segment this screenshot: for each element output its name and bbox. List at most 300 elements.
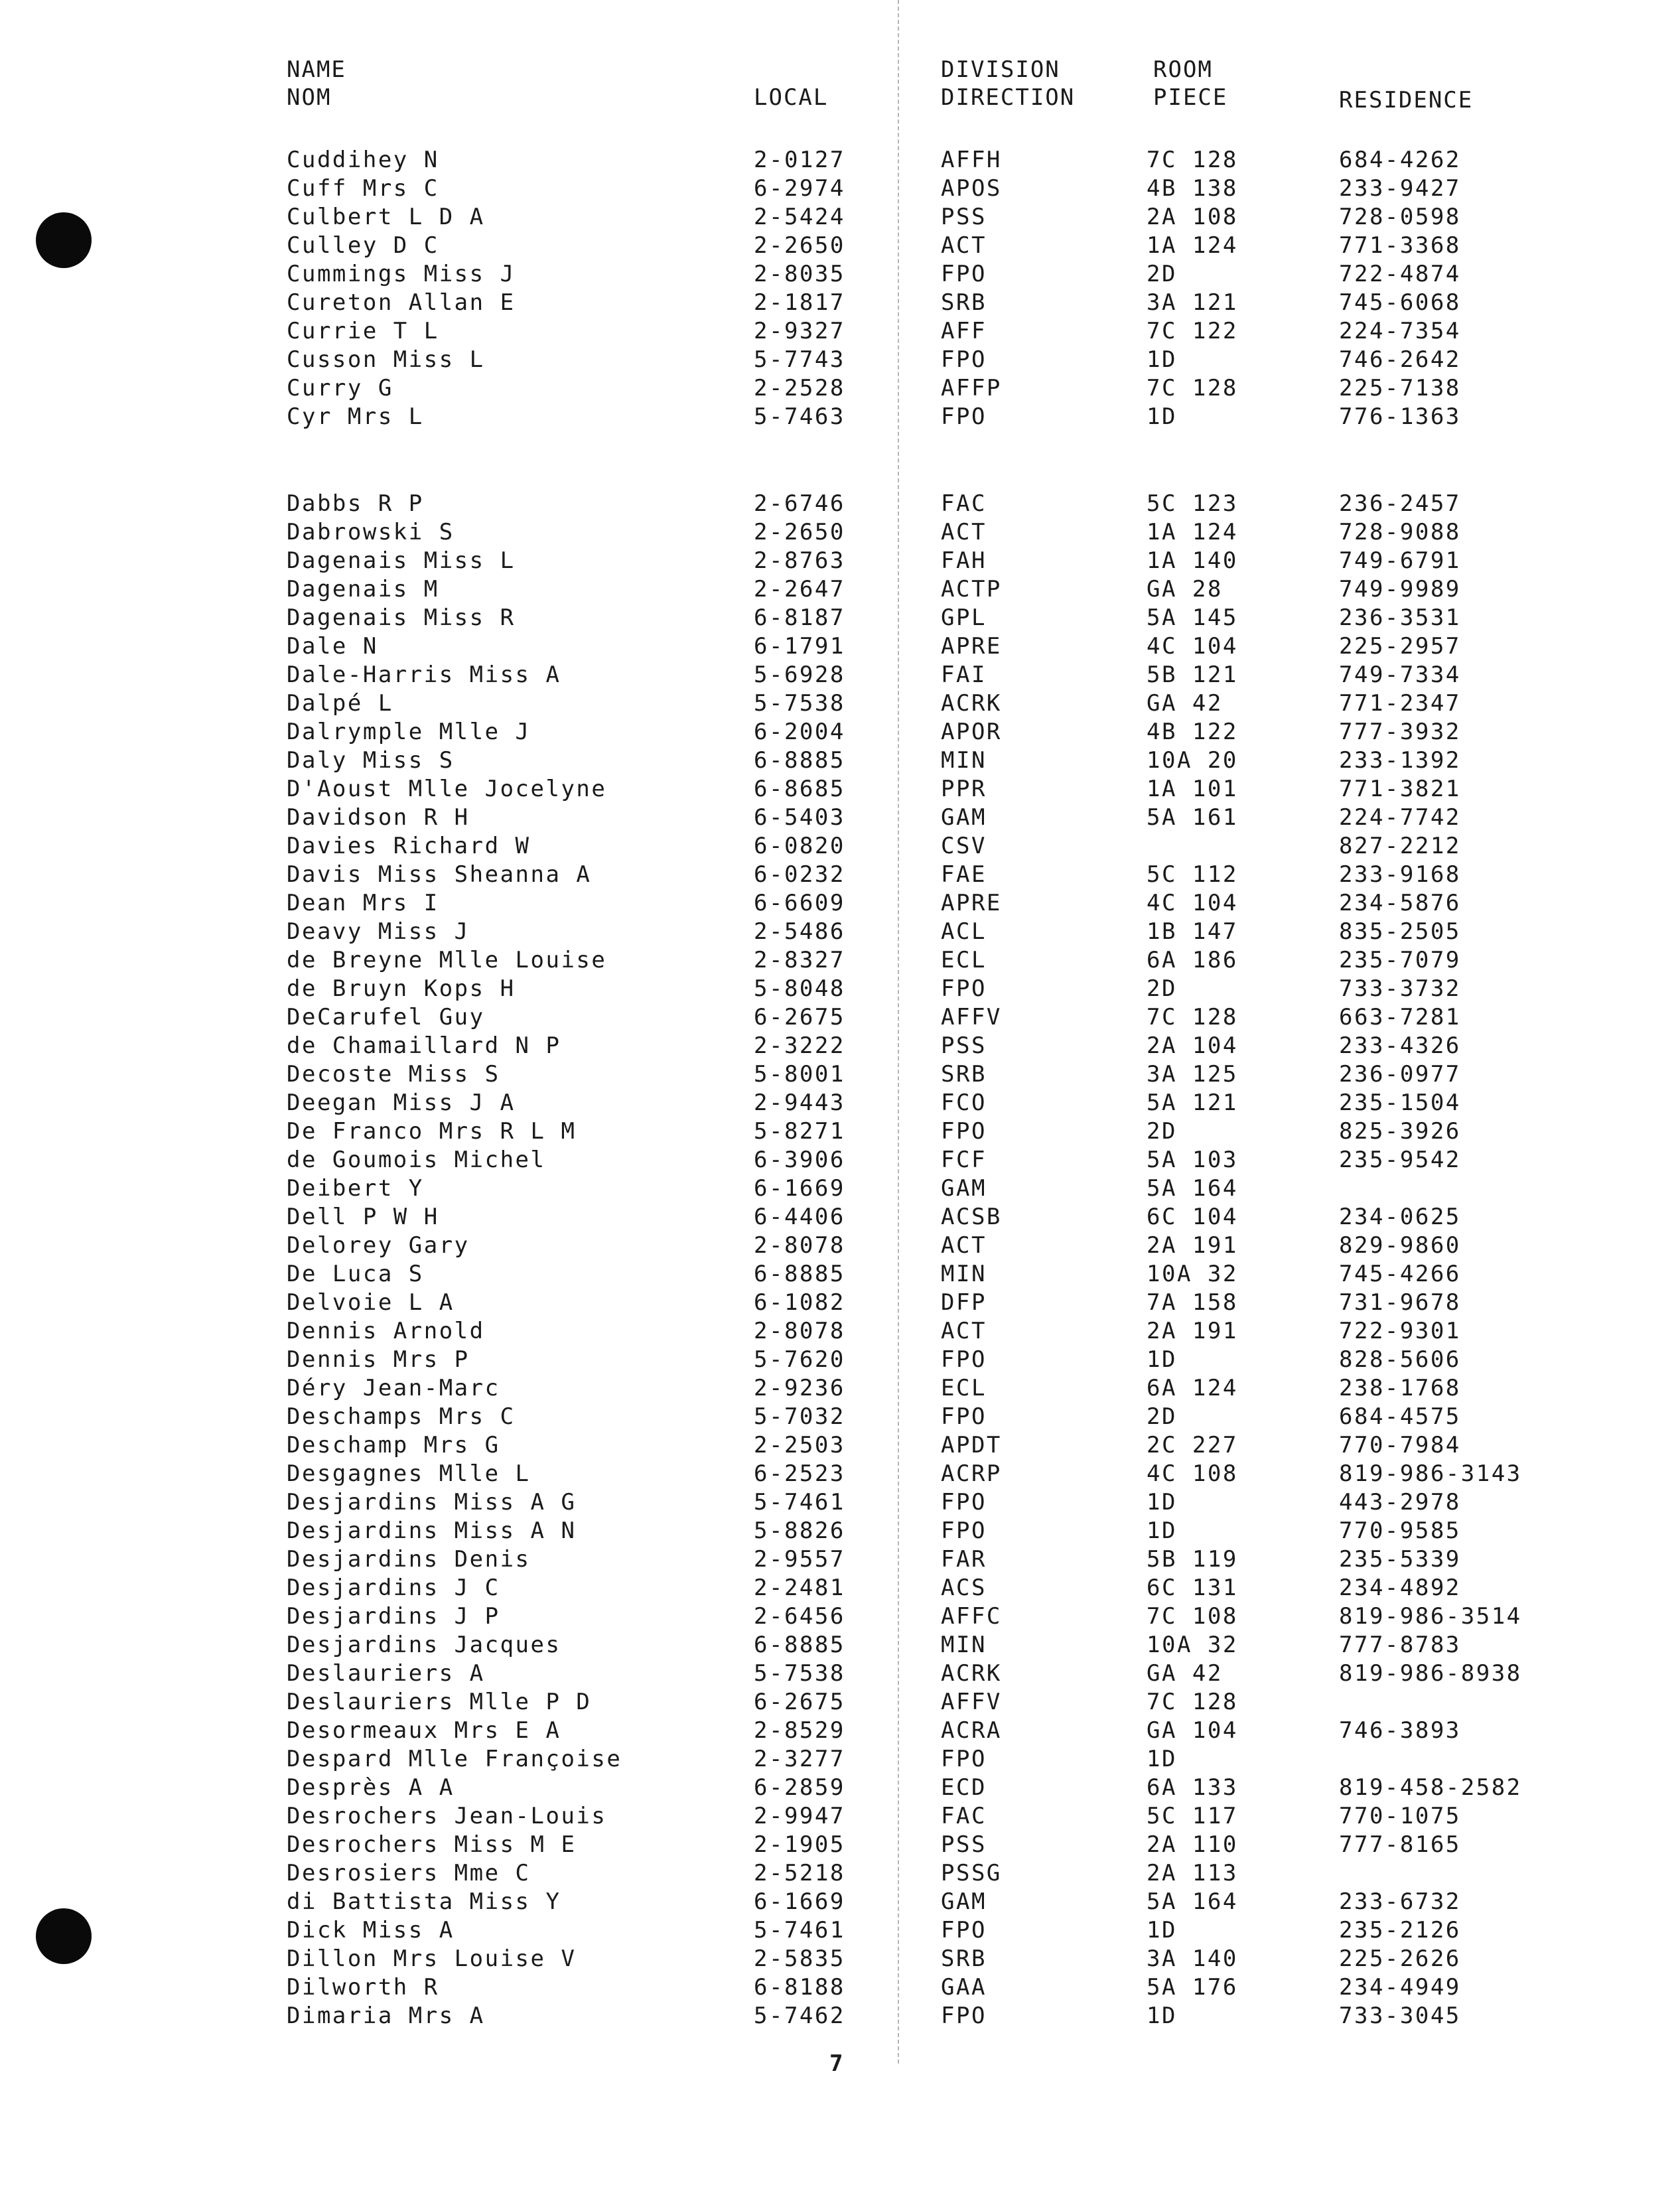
- cell-residence: 777-8165: [1339, 1831, 1461, 1858]
- header-division: DIVISION DIRECTION: [941, 56, 1076, 111]
- cell-name: Desjardins Miss A G: [287, 1489, 577, 1516]
- cell-name: Dagenais M: [287, 576, 439, 602]
- cell-name: Dimaria Mrs A: [287, 2003, 485, 2029]
- table-row: [0, 403, 1680, 431]
- cell-name: Dennis Mrs P: [287, 1346, 470, 1373]
- cell-local: 2-3222: [754, 1032, 845, 1059]
- cell-name: De Franco Mrs R L M: [287, 1118, 577, 1145]
- cell-division: FAC: [941, 490, 987, 517]
- table-row: [0, 946, 1680, 975]
- cell-division: PSSG: [941, 1860, 1002, 1886]
- cell-room: 6A 186: [1147, 947, 1238, 973]
- cell-residence: 684-4262: [1339, 147, 1461, 173]
- cell-name: Deslauriers A: [287, 1660, 485, 1687]
- cell-local: 6-1669: [754, 1175, 845, 1202]
- table-row: [0, 1774, 1680, 1802]
- cell-name: Currie T L: [287, 318, 439, 344]
- cell-name: de Chamaillard N P: [287, 1032, 561, 1059]
- cell-room: 7C 122: [1147, 318, 1238, 344]
- table-row: [0, 490, 1680, 518]
- cell-room: 10A 32: [1147, 1632, 1238, 1658]
- cell-residence: 728-9088: [1339, 519, 1461, 545]
- header-residence: RESIDENCE: [1339, 87, 1474, 113]
- cell-residence: 235-9542: [1339, 1147, 1461, 1173]
- table-row: [0, 317, 1680, 346]
- table-row: [0, 1831, 1680, 1859]
- cell-division: SRB: [941, 1945, 987, 1972]
- table-row: [0, 547, 1680, 575]
- cell-room: 1A 101: [1147, 776, 1238, 802]
- cell-name: Davies Richard W: [287, 833, 531, 859]
- cell-division: PSS: [941, 1032, 987, 1059]
- cell-room: 1D: [1147, 1489, 1177, 1516]
- header-name: NAME NOM: [287, 56, 346, 111]
- cell-local: 2-2503: [754, 1432, 845, 1458]
- cell-residence: 745-4266: [1339, 1261, 1461, 1287]
- cell-name: Deavy Miss J: [287, 918, 470, 945]
- cell-division: APOR: [941, 719, 1002, 745]
- cell-local: 6-2004: [754, 719, 845, 745]
- cell-residence: 728-0598: [1339, 204, 1461, 230]
- header-room: ROOM PIECE: [1153, 56, 1228, 111]
- cell-room: 7C 128: [1147, 1004, 1238, 1030]
- cell-name: Desjardins Denis: [287, 1546, 531, 1573]
- table-row: [0, 346, 1680, 374]
- cell-division: FCF: [941, 1147, 987, 1173]
- cell-room: 4C 104: [1147, 890, 1238, 916]
- table-row: [0, 1888, 1680, 1916]
- cell-name: de Goumois Michel: [287, 1147, 546, 1173]
- cell-room: 2D: [1147, 1118, 1177, 1145]
- cell-room: 5A 161: [1147, 804, 1238, 831]
- cell-local: 6-2523: [754, 1460, 845, 1487]
- cell-residence: 731-9678: [1339, 1289, 1461, 1316]
- table-row: [0, 1574, 1680, 1602]
- cell-division: FPO: [941, 346, 987, 373]
- cell-room: 1A 124: [1147, 519, 1238, 545]
- cell-local: 6-0820: [754, 833, 845, 859]
- cell-local: 5-7743: [754, 346, 845, 373]
- cell-division: DFP: [941, 1289, 987, 1316]
- table-row: [0, 1089, 1680, 1117]
- cell-local: 2-5424: [754, 204, 845, 230]
- cell-residence: 825-3926: [1339, 1118, 1461, 1145]
- cell-local: 5-6928: [754, 662, 845, 688]
- cell-name: Desrochers Miss M E: [287, 1831, 577, 1858]
- table-row: [0, 689, 1680, 718]
- table-row: [0, 1289, 1680, 1317]
- table-row: [0, 775, 1680, 804]
- cell-residence: 663-7281: [1339, 1004, 1461, 1030]
- cell-room: 2A 113: [1147, 1860, 1238, 1886]
- cell-room: 2A 110: [1147, 1831, 1238, 1858]
- cell-division: FAR: [941, 1546, 987, 1573]
- cell-division: FPO: [941, 1518, 987, 1544]
- cell-division: FPO: [941, 1346, 987, 1373]
- table-row: [0, 718, 1680, 746]
- cell-division: FPO: [941, 1403, 987, 1430]
- cell-local: 2-2647: [754, 576, 845, 602]
- cell-residence: 235-1504: [1339, 1090, 1461, 1116]
- table-row: [0, 1945, 1680, 1973]
- cell-local: 2-1817: [754, 289, 845, 316]
- cell-local: 2-0127: [754, 147, 845, 173]
- cell-local: 5-8048: [754, 975, 845, 1002]
- cell-room: GA 104: [1147, 1717, 1238, 1744]
- cell-division: ECL: [941, 1375, 987, 1401]
- cell-name: Cusson Miss L: [287, 346, 485, 373]
- cell-division: MIN: [941, 1261, 987, 1287]
- cell-residence: 827-2212: [1339, 833, 1461, 859]
- cell-name: di Battista Miss Y: [287, 1888, 561, 1915]
- cell-local: 2-2650: [754, 519, 845, 545]
- cell-residence: 771-3368: [1339, 232, 1461, 259]
- cell-room: 3A 121: [1147, 289, 1238, 316]
- cell-room: 7C 108: [1147, 1603, 1238, 1630]
- cell-local: 6-8885: [754, 1632, 845, 1658]
- cell-division: ECD: [941, 1774, 987, 1801]
- cell-division: FPO: [941, 1118, 987, 1145]
- table-row: [0, 146, 1680, 175]
- cell-division: GAA: [941, 1974, 987, 2001]
- cell-residence: 819-458-2582: [1339, 1774, 1522, 1801]
- cell-name: Dalrymple Mlle J: [287, 719, 531, 745]
- cell-local: 2-8763: [754, 547, 845, 574]
- cell-name: Dagenais Miss L: [287, 547, 516, 574]
- cell-room: 7C 128: [1147, 1689, 1238, 1715]
- cell-room: 10A 32: [1147, 1261, 1238, 1287]
- table-row: [0, 1374, 1680, 1403]
- cell-local: 5-7620: [754, 1346, 845, 1373]
- cell-local: 2-9443: [754, 1090, 845, 1116]
- table-row: [0, 1717, 1680, 1745]
- cell-room: 5B 121: [1147, 662, 1238, 688]
- cell-name: Dennis Arnold: [287, 1318, 485, 1344]
- cell-name: Desjardins J C: [287, 1575, 500, 1601]
- cell-division: FPO: [941, 1917, 987, 1943]
- cell-name: Dagenais Miss R: [287, 604, 516, 631]
- page-number: 7: [829, 2050, 843, 2077]
- cell-name: Culbert L D A: [287, 204, 485, 230]
- cell-residence: 770-1075: [1339, 1803, 1461, 1829]
- table-row: [0, 1659, 1680, 1688]
- cell-room: 7C 128: [1147, 147, 1238, 173]
- table-row: [0, 374, 1680, 403]
- table-row: [0, 1602, 1680, 1631]
- cell-name: Cuddihey N: [287, 147, 439, 173]
- cell-residence: 746-2642: [1339, 346, 1461, 373]
- cell-residence: 733-3045: [1339, 2003, 1461, 2029]
- cell-division: ACSB: [941, 1204, 1002, 1230]
- cell-local: 6-2675: [754, 1689, 845, 1715]
- cell-local: 5-8001: [754, 1061, 845, 1088]
- table-row: [0, 1260, 1680, 1289]
- cell-division: FPO: [941, 2003, 987, 2029]
- table-row: [0, 1203, 1680, 1232]
- cell-local: 5-7032: [754, 1403, 845, 1430]
- cell-room: 1A 124: [1147, 232, 1238, 259]
- cell-name: Dale-Harris Miss A: [287, 662, 561, 688]
- table-row: [0, 604, 1680, 632]
- cell-name: Cuff Mrs C: [287, 175, 439, 202]
- cell-division: FAE: [941, 861, 987, 888]
- table-row: [0, 661, 1680, 689]
- cell-local: 5-7461: [754, 1917, 845, 1943]
- cell-room: 1D: [1147, 2003, 1177, 2029]
- cell-residence: 776-1363: [1339, 403, 1461, 430]
- cell-room: 4B 138: [1147, 175, 1238, 202]
- table-row: [0, 232, 1680, 260]
- cell-residence: 225-7138: [1339, 375, 1461, 401]
- cell-division: AFFC: [941, 1603, 1002, 1630]
- table-row: [0, 575, 1680, 604]
- table-row: [0, 1146, 1680, 1174]
- cell-room: 2D: [1147, 1403, 1177, 1430]
- cell-name: Curry G: [287, 375, 393, 401]
- cell-room: 5A 103: [1147, 1147, 1238, 1173]
- cell-name: Delorey Gary: [287, 1232, 470, 1259]
- cell-name: de Breyne Mlle Louise: [287, 947, 607, 973]
- cell-division: APRE: [941, 890, 1002, 916]
- table-row: [0, 260, 1680, 289]
- cell-division: FPO: [941, 403, 987, 430]
- cell-division: CSV: [941, 833, 987, 859]
- cell-local: 6-6609: [754, 890, 845, 916]
- cell-residence: 236-2457: [1339, 490, 1461, 517]
- cell-room: 2D: [1147, 975, 1177, 1002]
- directory-list: [0, 146, 1680, 2030]
- table-row: [0, 1431, 1680, 1460]
- cell-local: 2-5218: [754, 1860, 845, 1886]
- cell-local: 2-9947: [754, 1803, 845, 1829]
- cell-name: Dilworth R: [287, 1974, 439, 2001]
- cell-name: Dick Miss A: [287, 1917, 455, 1943]
- cell-residence: 235-2126: [1339, 1917, 1461, 1943]
- cell-residence: 234-4892: [1339, 1575, 1461, 1601]
- cell-room: 5B 119: [1147, 1546, 1238, 1573]
- cell-local: 2-8327: [754, 947, 845, 973]
- table-row: [0, 1117, 1680, 1146]
- cell-local: 6-1791: [754, 633, 845, 660]
- cell-division: PPR: [941, 776, 987, 802]
- cell-room: 1D: [1147, 1518, 1177, 1544]
- cell-residence: 722-9301: [1339, 1318, 1461, 1344]
- cell-room: 2A 191: [1147, 1232, 1238, 1259]
- cell-local: 5-8826: [754, 1518, 845, 1544]
- cell-division: ACT: [941, 1232, 987, 1259]
- cell-residence: 749-6791: [1339, 547, 1461, 574]
- cell-division: PSS: [941, 1831, 987, 1858]
- cell-room: 4C 104: [1147, 633, 1238, 660]
- cell-residence: 236-0977: [1339, 1061, 1461, 1088]
- cell-residence: 745-6068: [1339, 289, 1461, 316]
- cell-room: 5C 123: [1147, 490, 1238, 517]
- cell-name: Desormeaux Mrs E A: [287, 1717, 561, 1744]
- cell-residence: 749-7334: [1339, 662, 1461, 688]
- cell-local: 2-8078: [754, 1318, 845, 1344]
- cell-division: ACT: [941, 232, 987, 259]
- table-row: [0, 1060, 1680, 1089]
- cell-name: Culley D C: [287, 232, 439, 259]
- cell-local: 5-7462: [754, 2003, 845, 2029]
- cell-local: 6-8885: [754, 747, 845, 774]
- cell-name: Dell P W H: [287, 1204, 439, 1230]
- cell-room: 2A 108: [1147, 204, 1238, 230]
- cell-local: 2-5835: [754, 1945, 845, 1972]
- cell-local: 6-2859: [754, 1774, 845, 1801]
- cell-name: Déry Jean-Marc: [287, 1375, 500, 1401]
- cell-local: 6-1669: [754, 1888, 845, 1915]
- cell-local: 6-8187: [754, 604, 845, 631]
- cell-room: 2A 191: [1147, 1318, 1238, 1344]
- cell-local: 5-7461: [754, 1489, 845, 1516]
- table-row: [0, 1403, 1680, 1431]
- cell-room: GA 28: [1147, 576, 1223, 602]
- cell-local: 5-7463: [754, 403, 845, 430]
- cell-room: GA 42: [1147, 1660, 1223, 1687]
- cell-division: GAM: [941, 1175, 987, 1202]
- table-row: [0, 1517, 1680, 1545]
- table-row: [0, 1032, 1680, 1060]
- cell-name: Dean Mrs I: [287, 890, 439, 916]
- table-row: [0, 1346, 1680, 1374]
- cell-room: 1D: [1147, 1746, 1177, 1772]
- cell-division: AFF: [941, 318, 987, 344]
- table-row: [0, 1232, 1680, 1260]
- table-row: [0, 861, 1680, 889]
- cell-name: Deegan Miss J A: [287, 1090, 516, 1116]
- cell-room: 6A 124: [1147, 1375, 1238, 1401]
- cell-residence: 233-4326: [1339, 1032, 1461, 1059]
- cell-division: GAM: [941, 1888, 987, 1915]
- cell-division: APOS: [941, 175, 1002, 202]
- cell-residence: 777-3932: [1339, 719, 1461, 745]
- cell-division: GPL: [941, 604, 987, 631]
- cell-local: 2-3277: [754, 1746, 845, 1772]
- cell-local: 2-9557: [754, 1546, 845, 1573]
- cell-room: 5A 164: [1147, 1175, 1238, 1202]
- table-row: [0, 746, 1680, 775]
- cell-residence: 771-2347: [1339, 690, 1461, 717]
- table-row: [0, 832, 1680, 861]
- table-row: [0, 203, 1680, 232]
- cell-local: 6-5403: [754, 804, 845, 831]
- cell-name: Deschamps Mrs C: [287, 1403, 516, 1430]
- table-row: [0, 1802, 1680, 1831]
- cell-residence: 225-2626: [1339, 1945, 1461, 1972]
- cell-division: ECL: [941, 947, 987, 973]
- cell-division: ACRP: [941, 1460, 1002, 1487]
- table-row: [0, 1859, 1680, 1888]
- cell-division: ACTP: [941, 576, 1002, 602]
- cell-room: 4B 122: [1147, 719, 1238, 745]
- cell-local: 2-2528: [754, 375, 845, 401]
- table-row: [0, 1317, 1680, 1346]
- cell-local: 6-3906: [754, 1147, 845, 1173]
- table-row: [0, 1631, 1680, 1659]
- cell-division: FPO: [941, 1746, 987, 1772]
- cell-residence: 722-4874: [1339, 261, 1461, 287]
- cell-name: Desjardins Miss A N: [287, 1518, 577, 1544]
- cell-residence: 234-4949: [1339, 1974, 1461, 2001]
- cell-division: ACRK: [941, 690, 1002, 717]
- cell-name: Davis Miss Sheanna A: [287, 861, 592, 888]
- cell-division: FAC: [941, 1803, 987, 1829]
- table-row: [0, 632, 1680, 661]
- cell-division: FAH: [941, 547, 987, 574]
- cell-division: MIN: [941, 747, 987, 774]
- cell-local: 2-1905: [754, 1831, 845, 1858]
- cell-name: Despard Mlle Françoise: [287, 1746, 622, 1772]
- cell-residence: 749-9989: [1339, 576, 1461, 602]
- cell-room: 2D: [1147, 261, 1177, 287]
- cell-division: FPO: [941, 975, 987, 1002]
- cell-local: 6-2974: [754, 175, 845, 202]
- cell-room: GA 42: [1147, 690, 1223, 717]
- cell-residence: 733-3732: [1339, 975, 1461, 1002]
- cell-local: 6-8188: [754, 1974, 845, 2001]
- cell-local: 2-8035: [754, 261, 845, 287]
- cell-room: 6A 133: [1147, 1774, 1238, 1801]
- cell-local: 2-6456: [754, 1603, 845, 1630]
- cell-name: Cummings Miss J: [287, 261, 516, 287]
- cell-local: 6-1082: [754, 1289, 845, 1316]
- cell-room: 2A 104: [1147, 1032, 1238, 1059]
- cell-local: 2-2481: [754, 1575, 845, 1601]
- cell-name: Deschamp Mrs G: [287, 1432, 500, 1458]
- cell-room: 3A 125: [1147, 1061, 1238, 1088]
- table-row: [0, 1688, 1680, 1717]
- cell-residence: 234-0625: [1339, 1204, 1461, 1230]
- cell-name: Desrochers Jean-Louis: [287, 1803, 607, 1829]
- cell-room: 7C 128: [1147, 375, 1238, 401]
- cell-room: 1D: [1147, 403, 1177, 430]
- cell-room: 1A 140: [1147, 547, 1238, 574]
- cell-name: Desjardins J P: [287, 1603, 500, 1630]
- cell-division: APDT: [941, 1432, 1002, 1458]
- cell-division: MIN: [941, 1632, 987, 1658]
- header-local: LOCAL: [754, 84, 829, 111]
- cell-name: Dabrowski S: [287, 519, 455, 545]
- table-row: [0, 1916, 1680, 1945]
- cell-local: 2-9327: [754, 318, 845, 344]
- cell-room: 2C 227: [1147, 1432, 1238, 1458]
- cell-name: DeCarufel Guy: [287, 1004, 485, 1030]
- cell-local: 6-0232: [754, 861, 845, 888]
- cell-name: Desgagnes Mlle L: [287, 1460, 531, 1487]
- cell-room: 5A 176: [1147, 1974, 1238, 2001]
- cell-division: ACT: [941, 1318, 987, 1344]
- cell-room: 4C 108: [1147, 1460, 1238, 1487]
- cell-local: 6-8685: [754, 776, 845, 802]
- table-row: [0, 804, 1680, 832]
- cell-name: Deibert Y: [287, 1175, 424, 1202]
- cell-division: FPO: [941, 1489, 987, 1516]
- cell-local: 2-8078: [754, 1232, 845, 1259]
- cell-residence: 829-9860: [1339, 1232, 1461, 1259]
- cell-local: 6-2675: [754, 1004, 845, 1030]
- cell-residence: 224-7742: [1339, 804, 1461, 831]
- cell-name: Deslauriers Mlle P D: [287, 1689, 592, 1715]
- cell-residence: 225-2957: [1339, 633, 1461, 660]
- table-row: [0, 175, 1680, 203]
- cell-room: 1D: [1147, 1917, 1177, 1943]
- cell-name: Decoste Miss S: [287, 1061, 500, 1088]
- cell-residence: 771-3821: [1339, 776, 1461, 802]
- cell-room: 3A 140: [1147, 1945, 1238, 1972]
- cell-residence: 770-9585: [1339, 1518, 1461, 1544]
- cell-division: SRB: [941, 289, 987, 316]
